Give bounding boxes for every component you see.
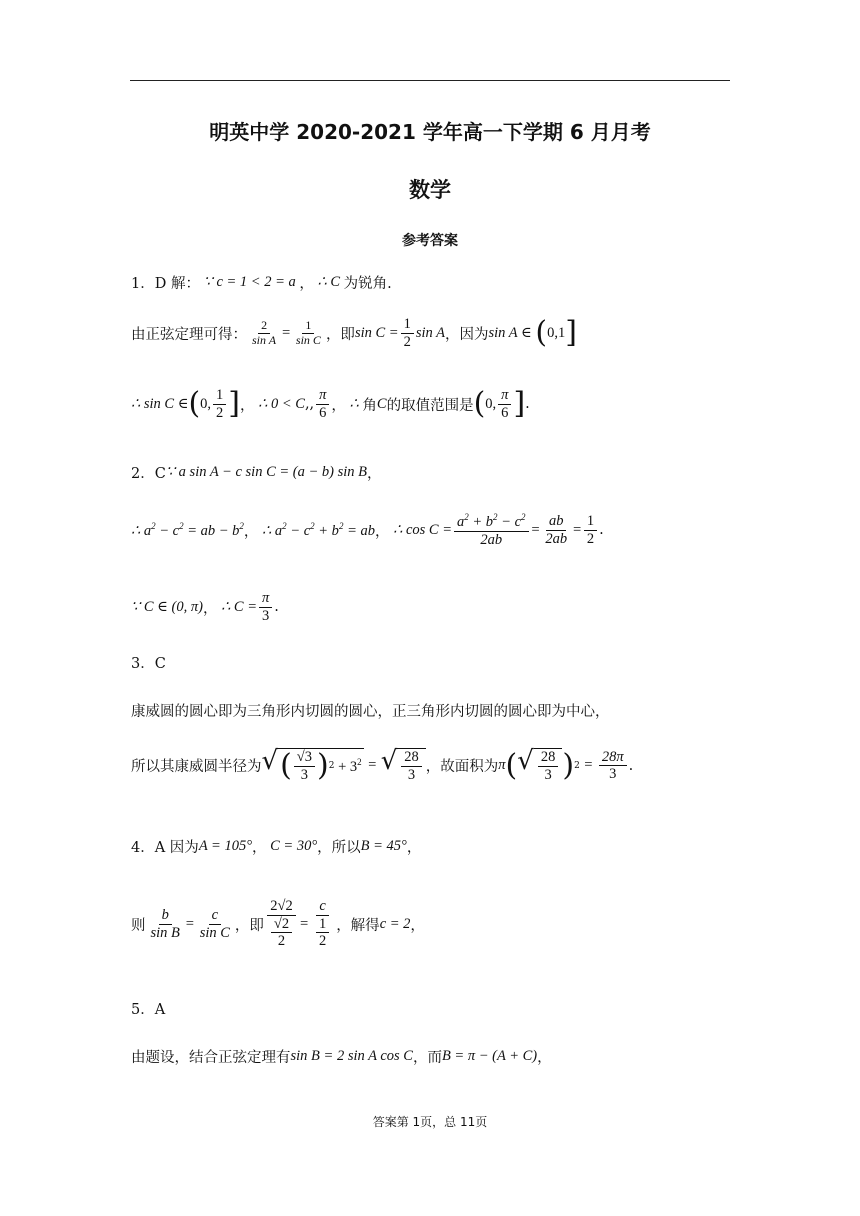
q4-line-1: 4．A 因为 A = 105° ， C = 30° ，所以 B = 45° ，	[131, 838, 422, 856]
q3-line-2: 所以其康威圆半径为 √ ( $\frac{√3}{3}$ ) 2 + $3^2$ = √ $\frac{28}{3}$ ，故面积为 π ( √ $\frac{28}{3}$ ) 2 = $\frac{28\pi}{3}$ .	[131, 746, 634, 784]
exam-title: 明英中学 2020-2021 学年高一下学期 6 月月考	[209, 120, 651, 144]
q5-line-1: 由题设，结合正弦定理有 sin B = 2 sin A cos C ，而 B = π − (A + C) ，	[131, 1048, 552, 1066]
q1-line-3: ∴ sin C ∈ ( 0, $\frac{1}{2}$ ] ， ∴ 0 < C ,, $\frac{\pi}{6}$ ， ∴ 角 C 的取值范围是 ( 0, $\frac{\pi}{6}$ ] .	[131, 386, 530, 422]
q2-line-2: ∴ $a^2 - c^2$ = ab − $b^2$ ， ∴ $a^2 - c^2 + b^2$ = ab ， ∴ cos C = $\frac{a^2 + b^2 - c^2}{2ab}$ = $\frac{ab}{2ab}$ = $\frac{1}{2}$ .	[131, 512, 604, 548]
q1-line-2: 由正弦定理可得： $\frac{2}{\text{sin A}}$ = $\frac{1}{\text{sin C}}$ ，即 sin C = $\frac{1}{2}$ sin A ，因为 sin A ∈ ( 0,1 ]	[131, 315, 577, 351]
q1-line-1: 1．D 解： ∵ c = 1 < 2 = a ， ∴ C 为锐角.	[131, 274, 392, 292]
header-rule	[130, 80, 730, 81]
subject-title: 数学	[409, 178, 451, 202]
q2-line-3: ∵ C ∈ (0, π) ， ∴ C = $\frac{\pi}{3}$ .	[131, 590, 279, 624]
q3-head: 3．C	[131, 656, 166, 672]
page-footer: 答案第 1页，总 11页	[372, 1115, 488, 1129]
section-title: 参考答案	[402, 233, 458, 249]
q4-line-2: 则 $\frac{b}{\text{sin B}}$ = $\frac{c}{\text{sin C}}$ ，即 $\frac{2√2}{\frac{√2}{2}}$ = $\frac{c}{\frac{1}{2}}$ ，解得 c = 2 ，	[131, 898, 425, 950]
q2-line-1: 2．C ∵ a sin A − c sin C = (a − b) sin B ，	[131, 464, 382, 482]
q3-line-1: 康威圆的圆心即为三角形内切圆的圆心，正三角形内切圆的圆心即为中心，	[131, 704, 610, 720]
q5-head: 5．A	[131, 1002, 166, 1018]
